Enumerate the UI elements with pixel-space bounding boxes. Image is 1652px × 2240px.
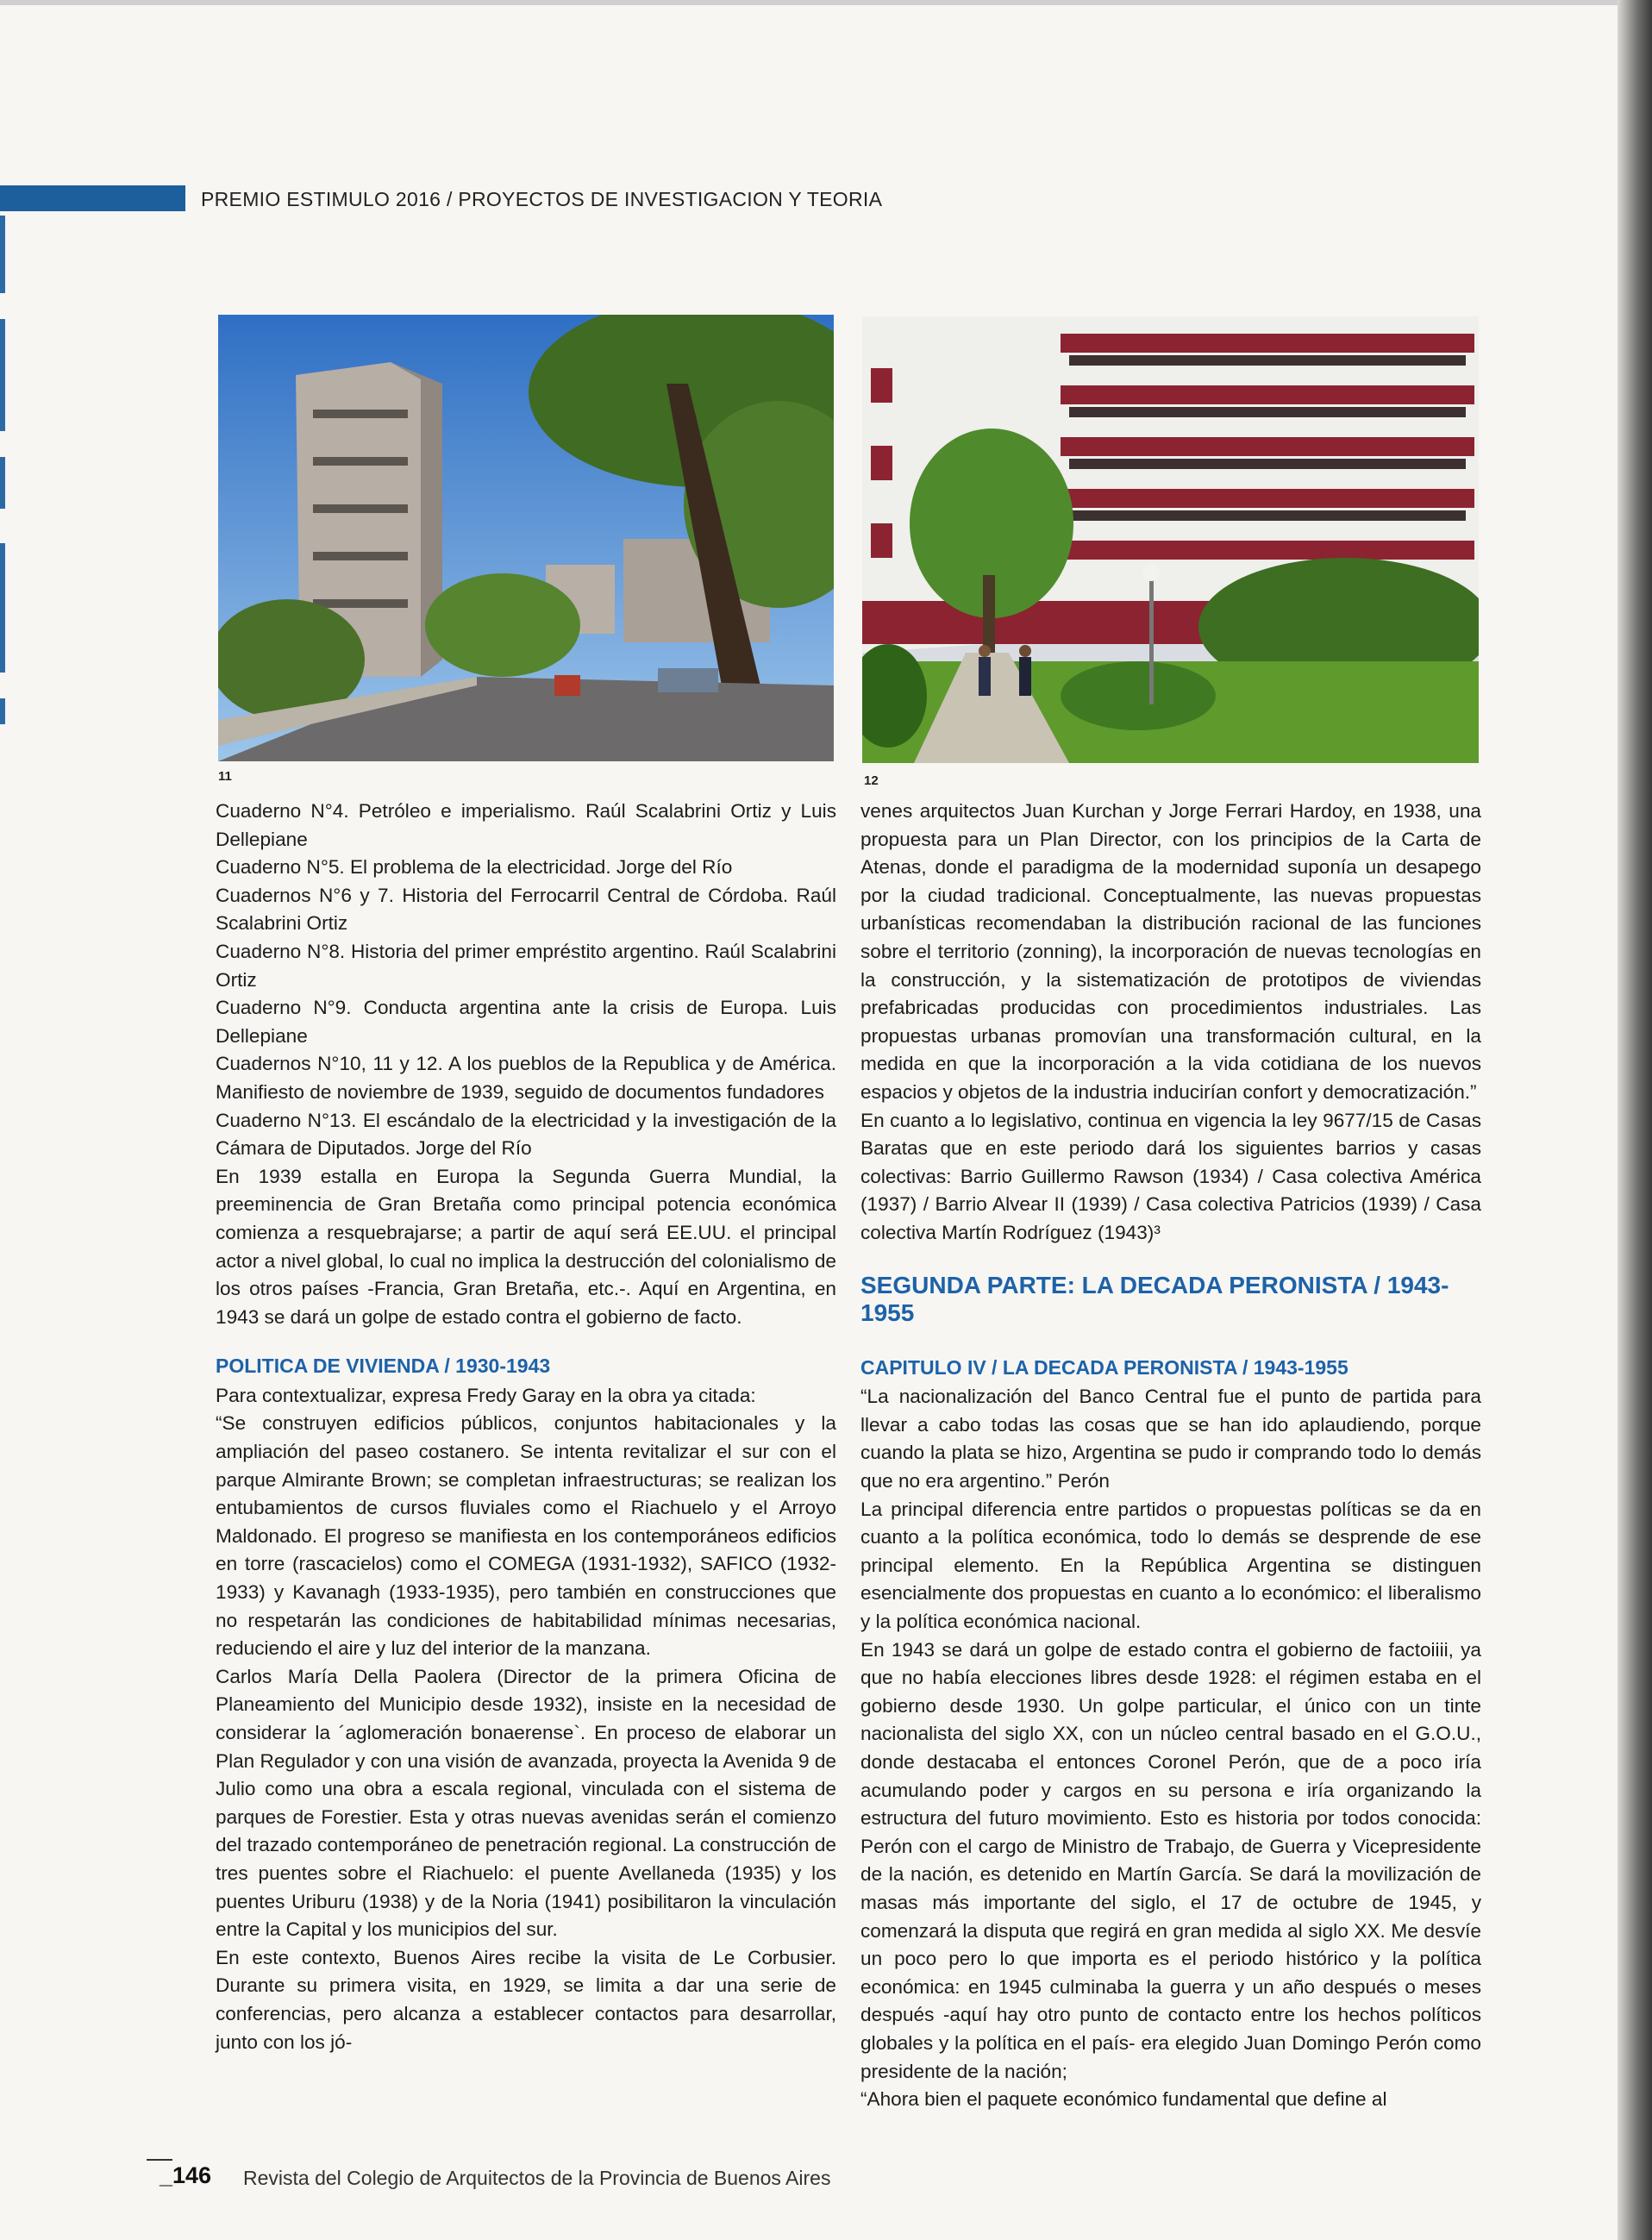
body-paragraph: En 1943 se dará un golpe de estado contra el gobierno de factoiiii, ya que no había elecciones libres desde 1928: el régimen estaba en el gobierno desde 1930. Un golpe particular, el único con un tinte nacionalista del siglo XX, con un núcleo central basado en el G.O.U., donde destacaba el entonces Coronel Perón, que de a poco iría acumulando poder y cargos en su persona e iría organizando la estructura del futuro movimiento. Esto es historia por todos conocida: Perón con el cargo de Ministro de Trabajo, de Guerra y Vicepresidente de la nación, es detenido en Martín García. Se dará la movilización de masas más importante del siglo, el 17 de octubre de 1945, y comenzará la disputa que regirá en gran medida al siglo XX. Me desvíe un poco pero lo que importa es el periodo histórico y la política económica: en 1945 culminaba la guerra y un año después o meses después -aquí hay otro punto de contacto entre los hechos políticos globales y la política en el país- era elegido Juan Domingo Perón como presidente de la nación; [860, 1638, 1481, 2082]
body-paragraph: Cuaderno N°13. El escándalo de la electricidad y la investigación de la Cámara de Diputados. Jorge del Río [216, 1109, 836, 1160]
page-top-edge [0, 0, 1618, 5]
body-paragraph: Cuaderno N°5. El problema de la electricidad. Jorge del Río [216, 856, 733, 879]
figure-number: 11 [218, 769, 232, 784]
body-paragraph: Cuadernos N°6 y 7. Historia del Ferrocarril Central de Córdoba. Raúl Scalabrini Ortiz [216, 884, 836, 935]
chapter-heading: CAPITULO IV / LA DECADA PERONISTA / 1943-1955 [860, 1355, 1349, 1379]
body-paragraph: En 1939 estalla en Europa la Segunda Guerra Mundial, la preeminencia de Gran Bretaña como principal potencia económica comienza a resquebrajarse; a partir de aquí será EE.UU. el principal actor a nivel global, lo cual no implica la destrucción del colonialismo de los otros países -Francia, Gran Bretaña, etc.-. Aquí en Argentina, en 1943 se dará un golpe de estado contra el gobierno de facto. [216, 1165, 836, 1328]
body-paragraph: Cuaderno N°9. Conducta argentina ante la crisis de Europa. Luis Dellepiane [216, 997, 836, 1047]
header-color-bar [0, 185, 185, 211]
body-paragraph: “La nacionalización del Banco Central fue el punto de partida para llevar a cabo todas las cosas que se han ido aplaudiendo, porque cuando la plata se hizo, Argentina se pudo ir comprando todo lo demás que no era argentino.” Perón [860, 1386, 1481, 1492]
publication-name: Revista del Colegio de Arquitectos de la Provincia de Buenos Aires [243, 2167, 831, 2189]
page-binding-shadow [1618, 0, 1652, 2240]
body-paragraph: Cuaderno N°8. Historia del primer empréstito argentino. Raúl Scalabrini Ortiz [216, 940, 836, 991]
running-header: PREMIO ESTIMULO 2016 / PROYECTOS DE INVESTIGACION Y TEORIA [201, 188, 883, 210]
part-heading: SEGUNDA PARTE: LA DECADA PERONISTA / 1943-1955 [860, 1271, 1449, 1327]
body-paragraph: “Se construyen edificios públicos, conjuntos habitacionales y la ampliación del paseo costanero. Se intenta revitalizar el sur con el parque Almirante Brown; se completan infraestructuras; se realizan los entubamientos de cursos fluviales como el Riachuelo y el Arroyo Maldonado. El progreso se manifiesta en los contemporáneos edificios en torre (rascacielos) como el COMEGA (1931-1932), SAFICO (1932-1933) y Kavanagh (1933-1935), pero también en construcciones que no respetarán las condiciones de habitabilidad mínimas necesarias, reduciendo el aire y luz del interior de la manzana. [216, 1412, 836, 1660]
figure-number: 12 [864, 773, 879, 788]
right-text-column [860, 798, 1481, 2114]
body-paragraph: En cuanto a lo legislativo, continua en vigencia la ley 9677/15 de Casas Baratas que en este periodo dará los siguientes barrios y casas colectivas: Barrio Guillermo Rawson (1934) / Casa colectiva América (1937) / Barrio Alvear II (1939) / Casa colectiva Patricios (1939) / Casa colectiva Martín Rodríguez (1943)³ [860, 1109, 1481, 1243]
left-text-column [216, 798, 836, 2056]
footer-rule [147, 2159, 172, 2161]
body-paragraph: Para contextualizar, expresa Fredy Garay en la obra ya citada: [216, 1384, 756, 1406]
page-number: _146 [160, 2162, 212, 2188]
body-paragraph: venes arquitectos Juan Kurchan y Jorge Ferrari Hardoy, en 1938, una propuesta para un Plan Director, con los principios de la Carta de Atenas, donde el paradigma de la modernidad suponía un desapego por la ciudad tradicional. Conceptualmente, las nuevas propuestas urbanísticas recomendaban la distribución racional de las funciones sobre el territorio (zonning), la incorporación de nuevas tecnologías en la construcción, y la sistematización de prototipos de viviendas prefabricadas producidas con procedimientos industriales. Las propuestas urbanas promovían una transformación cultural, en la medida en que la incorporación a la vida cotidiana de los nuevos espacios y objetos de la industria inducirían confort y democratización.” [860, 800, 1481, 1103]
body-paragraph: En este contexto, Buenos Aires recibe la visita de Le Corbusier. Durante su primera visita, en 1929, se limita a dar una serie de conferencias, pero alcanza a establecer contactos para desarrollar, junto con los jó- [216, 1946, 836, 2053]
left-edge-marks [0, 216, 7, 733]
body-paragraph: La principal diferencia entre partidos o propuestas políticas se da en cuanto a la política económica, todo lo demás se desprende de ese principal elemento. En la República Argentina se distinguen esencialmente dos propuestas en cuanto a lo económico: el liberalismo y la política económica nacional. [860, 1498, 1481, 1633]
body-paragraph: Cuaderno N°4. Petróleo e imperialismo. Raúl Scalabrini Ortiz y Luis Dellepiane [216, 800, 836, 850]
photo-street-building [218, 315, 834, 761]
photo-apartment-block [862, 316, 1479, 763]
body-paragraph: Carlos María Della Paolera (Director de la primera Oficina de Planeamiento del Municipio desde 1932), insiste en la necesidad de considerar la ´aglomeración bonaerense`. En proceso de elaborar un Plan Regulador y con una visión de avanzada, proyecta la Avenida 9 de Julio como una obra a escala regional, vinculada con el sistema de parques de Forestier. Esta y otras nuevas avenidas serán el comienzo del trazado contemporáneo de penetración regional. La construcción de tres puentes sobre el Riachuelo: el puente Avellaneda (1935) y los puentes Uriburu (1938) y de la Noria (1941) posibilitaron la vinculación entre la Capital y los municipios del sur. [216, 1665, 836, 1941]
body-paragraph: Cuadernos N°10, 11 y 12. A los pueblos de la Republica y de América. Manifiesto de noviembre de 1939, seguido de documentos fundadores [216, 1053, 836, 1103]
body-paragraph: “Ahora bien el paquete económico fundamental que define al [860, 2088, 1387, 2111]
section-heading: POLITICA DE VIVIENDA / 1930-1943 [216, 1355, 551, 1378]
